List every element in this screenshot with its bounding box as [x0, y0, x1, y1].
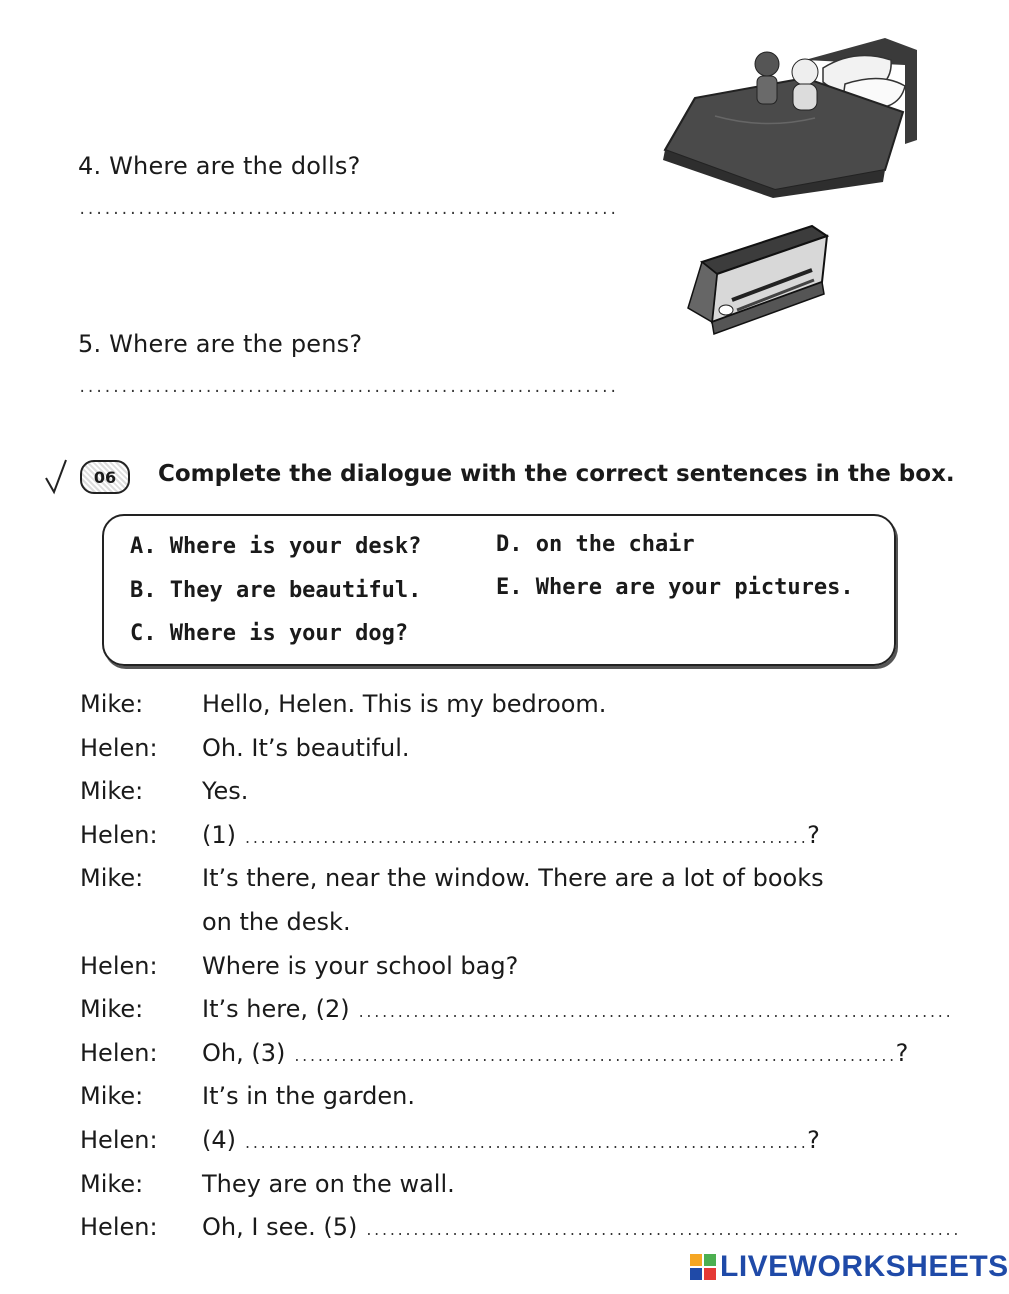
bed-with-dolls-illustration: [655, 20, 925, 200]
dialogue-line: Where is your school bag?: [202, 952, 519, 980]
dialogue-line: It’s in the garden.: [202, 1082, 415, 1110]
checkmark-icon: [44, 456, 68, 496]
dialogue-line-suffix: ?: [807, 821, 820, 849]
answer-blank[interactable]: ............................................................................: [357, 1006, 953, 1021]
dialogue-speaker: Helen:: [80, 821, 158, 849]
dialogue-line: Oh. It’s beautiful.: [202, 734, 410, 762]
dialogue-line: [202, 1039, 908, 1067]
dialogue-speaker: Mike:: [80, 1082, 144, 1110]
logo-grid-icon: [690, 1254, 716, 1280]
answer-blank[interactable]: ........................................................................: [243, 1137, 808, 1152]
dialogue-line: Hello, Helen. This is my bedroom.: [202, 690, 607, 718]
dialogue-line: [202, 995, 952, 1023]
option-c: C. Where is your dog?: [130, 621, 409, 646]
dialogue-line: [202, 821, 820, 849]
section-instruction: Complete the dialogue with the correct sentences in the box.: [158, 461, 955, 487]
answer-line-4[interactable]: ................................................................: [78, 202, 618, 218]
dialogue-line: [202, 1126, 820, 1154]
answer-blank[interactable]: ............................................................................: [364, 1224, 960, 1239]
dialogue-line-suffix: ?: [895, 1039, 909, 1067]
answer-blank[interactable]: .............................................................................: [292, 1050, 896, 1065]
option-b: B. They are beautiful.: [130, 578, 422, 603]
liveworksheets-logo: [690, 1250, 1009, 1284]
dialogue-speaker: Mike:: [80, 777, 144, 805]
dialogue-line-prefix: (1): [202, 821, 244, 849]
dialogue-line-suffix: ?: [807, 1126, 820, 1154]
dialogue-line: [202, 1213, 960, 1241]
dialogue-speaker: Helen:: [80, 734, 158, 762]
dialogue-speaker: Mike:: [80, 995, 144, 1023]
answer-line-5[interactable]: ................................................................: [78, 380, 618, 396]
dialogue-line: Yes.: [202, 777, 249, 805]
dialogue-speaker: Helen:: [80, 952, 158, 980]
question-5: 5. Where are the pens?: [78, 330, 363, 358]
dialogue-speaker: Mike:: [80, 1170, 144, 1198]
answer-blank[interactable]: ........................................................................: [243, 832, 808, 847]
dialogue-speaker: Helen:: [80, 1039, 158, 1067]
pencil-case-illustration: [682, 222, 832, 342]
dialogue-speaker: Helen:: [80, 1213, 158, 1241]
dialogue-line: It’s there, near the window. There are a lot of books: [202, 864, 824, 892]
dialogue-speaker: Helen:: [80, 1126, 158, 1154]
dialogue-speaker: Mike:: [80, 864, 144, 892]
dialogue-speaker: Mike:: [80, 690, 144, 718]
dialogue-line: They are on the wall.: [202, 1170, 455, 1198]
dialogue-line-prefix: (4): [202, 1126, 244, 1154]
question-4: 4. Where are the dolls?: [78, 152, 361, 180]
dialogue-line-prefix: Oh, (3): [202, 1039, 293, 1067]
option-e: E. Where are your pictures.: [496, 575, 854, 600]
dialogue-line-prefix: Oh, I see. (5): [202, 1213, 365, 1241]
dialogue-line: on the desk.: [202, 908, 351, 936]
brand-name: LIVEWORKSHEETS: [720, 1250, 1009, 1283]
option-d: D. on the chair: [496, 532, 695, 557]
section-number-badge: 06: [80, 460, 130, 494]
dialogue-line-prefix: It’s here, (2): [202, 995, 358, 1023]
option-a: A. Where is your desk?: [130, 534, 422, 559]
